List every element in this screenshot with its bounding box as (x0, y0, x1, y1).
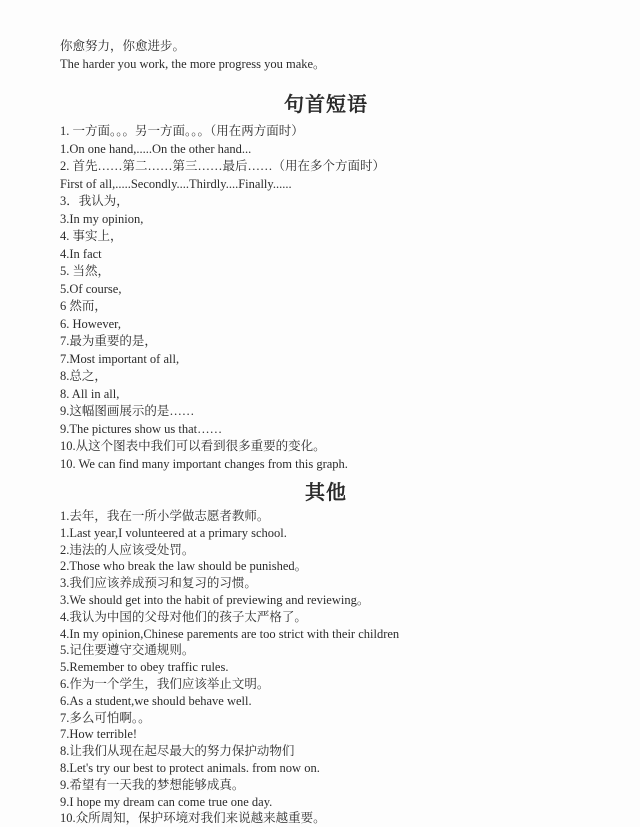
section-others (60, 480, 592, 827)
text-line: 1.On one hand,.....On the other hand... (60, 141, 252, 156)
section-heading-others: 其他 (305, 482, 347, 504)
text-line: First of all,.....Secondly....Thirdly....Finally...... (60, 176, 292, 191)
text-line: 6.作为一个学生，我们应该举止文明。 (60, 676, 270, 691)
text-line: 3.In my opinion, (60, 211, 144, 226)
text-line: 3.我们应该养成预习和复习的习惯。 (60, 576, 257, 591)
text-line: 3.We should get into the habit of previewing and reviewing。 (60, 592, 370, 607)
text-line: 8.让我们从现在起尽最大的努力保护动物们 (60, 744, 295, 759)
text-line: 10. We can find many important changes from this graph. (60, 456, 348, 471)
text-line: 7.最为重要的是， (60, 334, 157, 348)
text-line: 4.我认为中国的父母对他们的孩子太严格了。 (60, 609, 307, 624)
text-line: 7.How terrible! (60, 727, 138, 742)
text-line: 7.多么可怕啊。。 (60, 710, 151, 725)
section-opening-phrases (60, 92, 592, 473)
text-line: 4.In my opinion,Chinese parements are too strict with their children (60, 626, 400, 641)
text-line: 10.从这个图表中我们可以看到很多重要的变化。 (60, 439, 326, 453)
text-line: 1. 一方面。。。另一方面。。。（用在两方面时） (60, 124, 304, 138)
text-line: 3．我认为， (60, 194, 129, 208)
text-line: The harder you work, the more progress you make。 (60, 56, 326, 71)
text-line: 9.The pictures show us that…… (60, 421, 223, 436)
text-line: 9.I hope my dream can come true one day. (60, 794, 273, 809)
text-line: 4. 事实上， (60, 229, 123, 243)
section-heading-opening-phrases: 句首短语 (284, 94, 368, 116)
text-line: 2. 首先……第二……第三……最后……（用在多个方面时） (60, 159, 386, 173)
text-line: 8.Let's try our best to protect animals. from now on. (60, 760, 320, 775)
text-line: 2.Those who break the law should be punished。 (60, 559, 308, 574)
text-line: 2.违法的人应该受处罚。 (60, 542, 195, 557)
text-line: 1.Last year,I volunteered at a primary school. (60, 525, 287, 540)
text-line: 7.Most important of all, (60, 351, 180, 366)
text-line: 6. However, (60, 316, 121, 331)
text-line: 9.希望有一天我的梦想能够成真。 (60, 777, 245, 792)
text-line: 8.总之， (60, 369, 107, 383)
text-line: 8. All in all, (60, 386, 120, 401)
text-line: 5. 当然， (60, 264, 111, 278)
clipped-line: 10.众所周知，保护环境对我们来说越来越重要。 (60, 811, 326, 826)
text-line: 9.这幅图画展示的是…… (60, 404, 195, 418)
text-line: 6 然而， (60, 299, 107, 313)
text-line: 你愈努力，你愈进步。 (60, 39, 186, 53)
text-line: 5.记住要遵守交通规则。 (60, 643, 195, 658)
text-line: 5.Remember to obey traffic rules. (60, 660, 229, 675)
text-line: 1.去年，我在一所小学做志愿者教师。 (60, 509, 270, 523)
intro-block (60, 38, 592, 73)
text-line: 4.In fact (60, 246, 102, 261)
opening-phrases-lines (60, 123, 592, 473)
text-line: 5.Of course, (60, 281, 122, 296)
text-line: 6.As a student,we should behave well. (60, 693, 252, 708)
others-lines (60, 508, 592, 810)
